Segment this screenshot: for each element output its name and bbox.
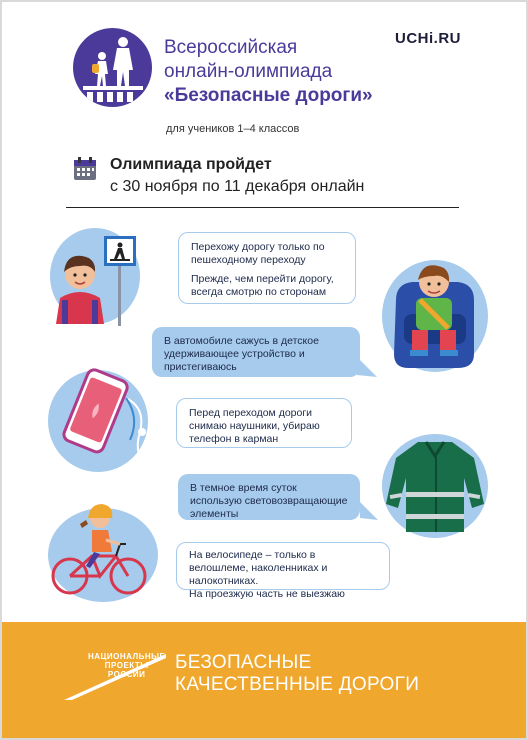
np-line-2: ПРОЕКТЫ: [104, 661, 149, 670]
phone-headphones-illustration: [48, 362, 168, 472]
audience-text: для учеников 1–4 классов: [166, 123, 300, 135]
bubble-tail: [360, 502, 378, 520]
tip-car-text: В автомобиле сажусь в детское удерживающее устройство и пристегиваюсь: [164, 335, 319, 373]
tip-crossing-text-2: Прежде, чем перейти дорогу, всегда смотрю по сторонам: [191, 273, 334, 298]
tip-reflective-text: В темное время суток использую световозвращающие элементы: [190, 482, 348, 520]
tip-car-bubble: [152, 327, 360, 377]
poster: [2, 2, 526, 738]
child-car-seat-illustration: [382, 254, 488, 374]
tip-headphones-bubble: [176, 398, 352, 448]
title-line-3: «Безопасные дороги»: [164, 85, 373, 106]
olympiad-logo: [73, 28, 152, 107]
tip-reflective-bubble: [178, 474, 360, 520]
np-line-3: РОССИИ: [107, 670, 146, 679]
tip-bike-bubble: [176, 542, 390, 600]
boy-crossing-illustration: [50, 228, 150, 328]
tip-crossing-text-1: Перехожу дорогу только по пешеходному переходу: [191, 241, 325, 266]
np-line-1: НАЦИОНАЛЬНЫЕ: [88, 652, 166, 661]
pedestrians-icon: [73, 28, 152, 107]
uchi-logo: UCHi.RU: [395, 30, 461, 47]
calendar-icon: [72, 156, 98, 182]
olympiad-title: [164, 36, 373, 108]
reflective-jacket-illustration: [382, 434, 488, 538]
divider: [66, 207, 459, 208]
bubble-tail: [357, 357, 377, 377]
project-title: [175, 652, 419, 696]
project-title-line-1: БЕЗОПАСНЫЕ: [175, 652, 312, 673]
tip-bike-text-1: На велосипеде – только в велошлеме, наколенниках и налокотниках.: [189, 549, 328, 587]
tip-crossing-bubble: [178, 232, 356, 304]
tip-bike-text-2: На проезжую часть не выезжаю: [189, 588, 345, 600]
title-line-1: Всероссийская: [164, 37, 298, 58]
girl-bicycle-illustration: [48, 500, 152, 600]
tip-headphones-text: Перед переходом дороги снимаю наушники, убираю телефон в карман: [189, 407, 320, 445]
schedule-heading: Олимпиада пройдет: [110, 156, 272, 173]
schedule-dates: с 30 ноября по 11 декабря онлайн: [110, 178, 365, 195]
title-line-2: онлайн-олимпиада: [164, 61, 333, 82]
project-title-line-2: КАЧЕСТВЕННЫЕ ДОРОГИ: [175, 674, 420, 695]
national-projects-label: [88, 652, 165, 679]
